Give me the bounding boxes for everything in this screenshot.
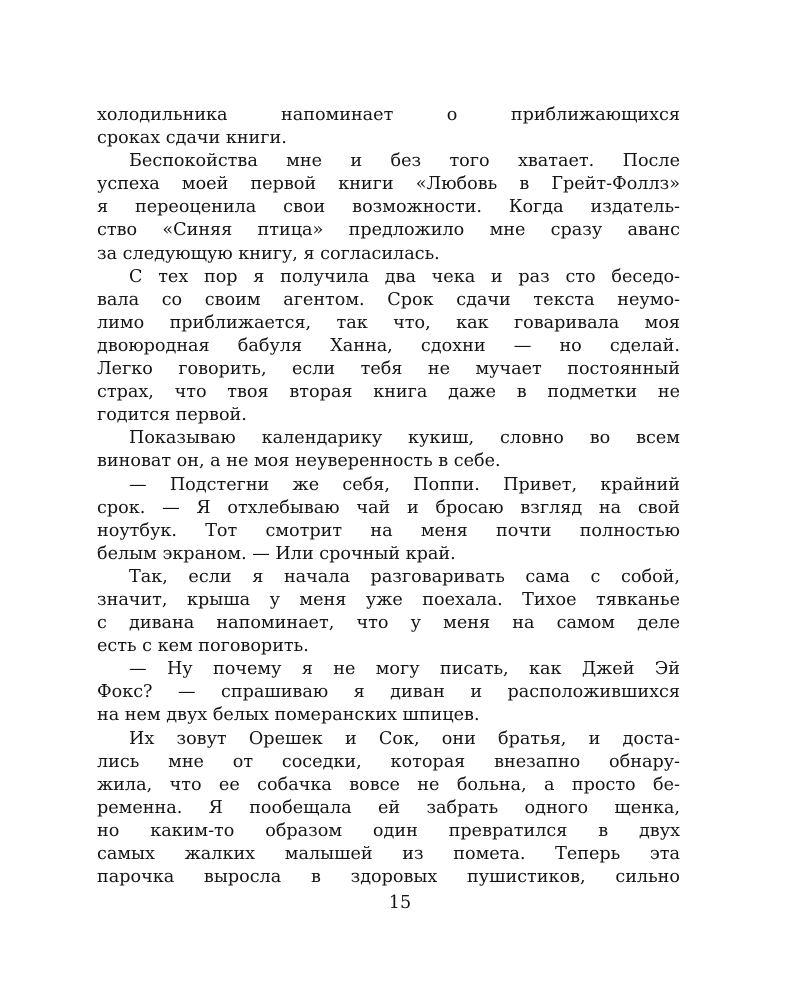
- text-line: — Подстегни же себя, Поппи. Привет, крайний: [129, 474, 680, 495]
- text-line: значит, крыша у меня уже поехала. Тихое тявканье: [97, 589, 680, 610]
- body-text: [97, 104, 680, 889]
- text-line: годится первой.: [97, 405, 247, 426]
- text-line: страх, что твоя вторая книга даже в подметки не: [97, 382, 680, 403]
- text-line: ременна. Я пообещала ей забрать одного щенка,: [97, 797, 680, 818]
- text-line: Беспокойства мне и без того хватает. После: [129, 151, 680, 172]
- text-line: ство «Синяя птица» предложило мне сразу аванс: [97, 220, 680, 241]
- text-line: Показываю календарику кукиш, словно во всем: [129, 428, 680, 449]
- text-line: виноват он, а не моя неуверенность в себе.: [97, 451, 501, 472]
- text-line: Легко говорить, если тебя не мучает постоянный: [97, 359, 680, 380]
- text-line: на нем двух белых померанских шпицев.: [97, 705, 480, 726]
- text-line: есть с кем поговорить.: [97, 636, 309, 657]
- text-line: Фокс? — спрашиваю я диван и расположившихся: [97, 682, 680, 703]
- text-line: сроках сдачи книги.: [97, 128, 287, 149]
- text-line: но каким-то образом один превратился в двух: [97, 820, 680, 841]
- page-number: 15: [388, 893, 412, 913]
- text-line: успеха моей первой книги «Любовь в Грейт-Фоллз»: [97, 174, 680, 195]
- text-line: лимо приближается, так что, как говаривала моя: [97, 312, 680, 333]
- text-line: холодильника напоминает о приближающихся: [97, 105, 680, 125]
- text-line: за следующую книгу, я согласилась.: [97, 243, 440, 264]
- text-line: — Ну почему я не могу писать, как Джей Эй: [129, 659, 680, 680]
- text-line: самых жалких малышей из помета. Теперь эта: [97, 844, 680, 864]
- text-line: ноутбук. Тот смотрит на меня почти полностью: [97, 520, 680, 541]
- text-line: жила, что ее собачка вовсе не больна, а просто бе-: [97, 774, 680, 795]
- text-line: двоюродная бабуля Ханна, сдохни — но сделай.: [97, 335, 680, 356]
- text-line: вала со своим агентом. Срок сдачи текста неумо-: [97, 289, 680, 310]
- text-line: С тех пор я получила два чека и раз сто беседо-: [129, 266, 680, 287]
- text-line: я переоценила свои возможности. Когда издатель-: [97, 197, 680, 218]
- text-line: срок. — Я отхлебываю чай и бросаю взгляд на свой: [97, 497, 680, 518]
- text-line: парочка выросла в здоровых пушистиков, сильно: [97, 867, 680, 888]
- text-line: белым экраном. — Или срочный край.: [97, 543, 456, 564]
- text-line: лись мне от соседки, которая внезапно обнару-: [97, 751, 680, 772]
- text-line: с дивана напоминает, что у меня на самом деле: [97, 613, 680, 634]
- text-line: Их зовут Орешек и Сок, они братья, и доста-: [129, 728, 680, 749]
- text-line: Так, если я начала разговаривать сама с собой,: [129, 566, 680, 587]
